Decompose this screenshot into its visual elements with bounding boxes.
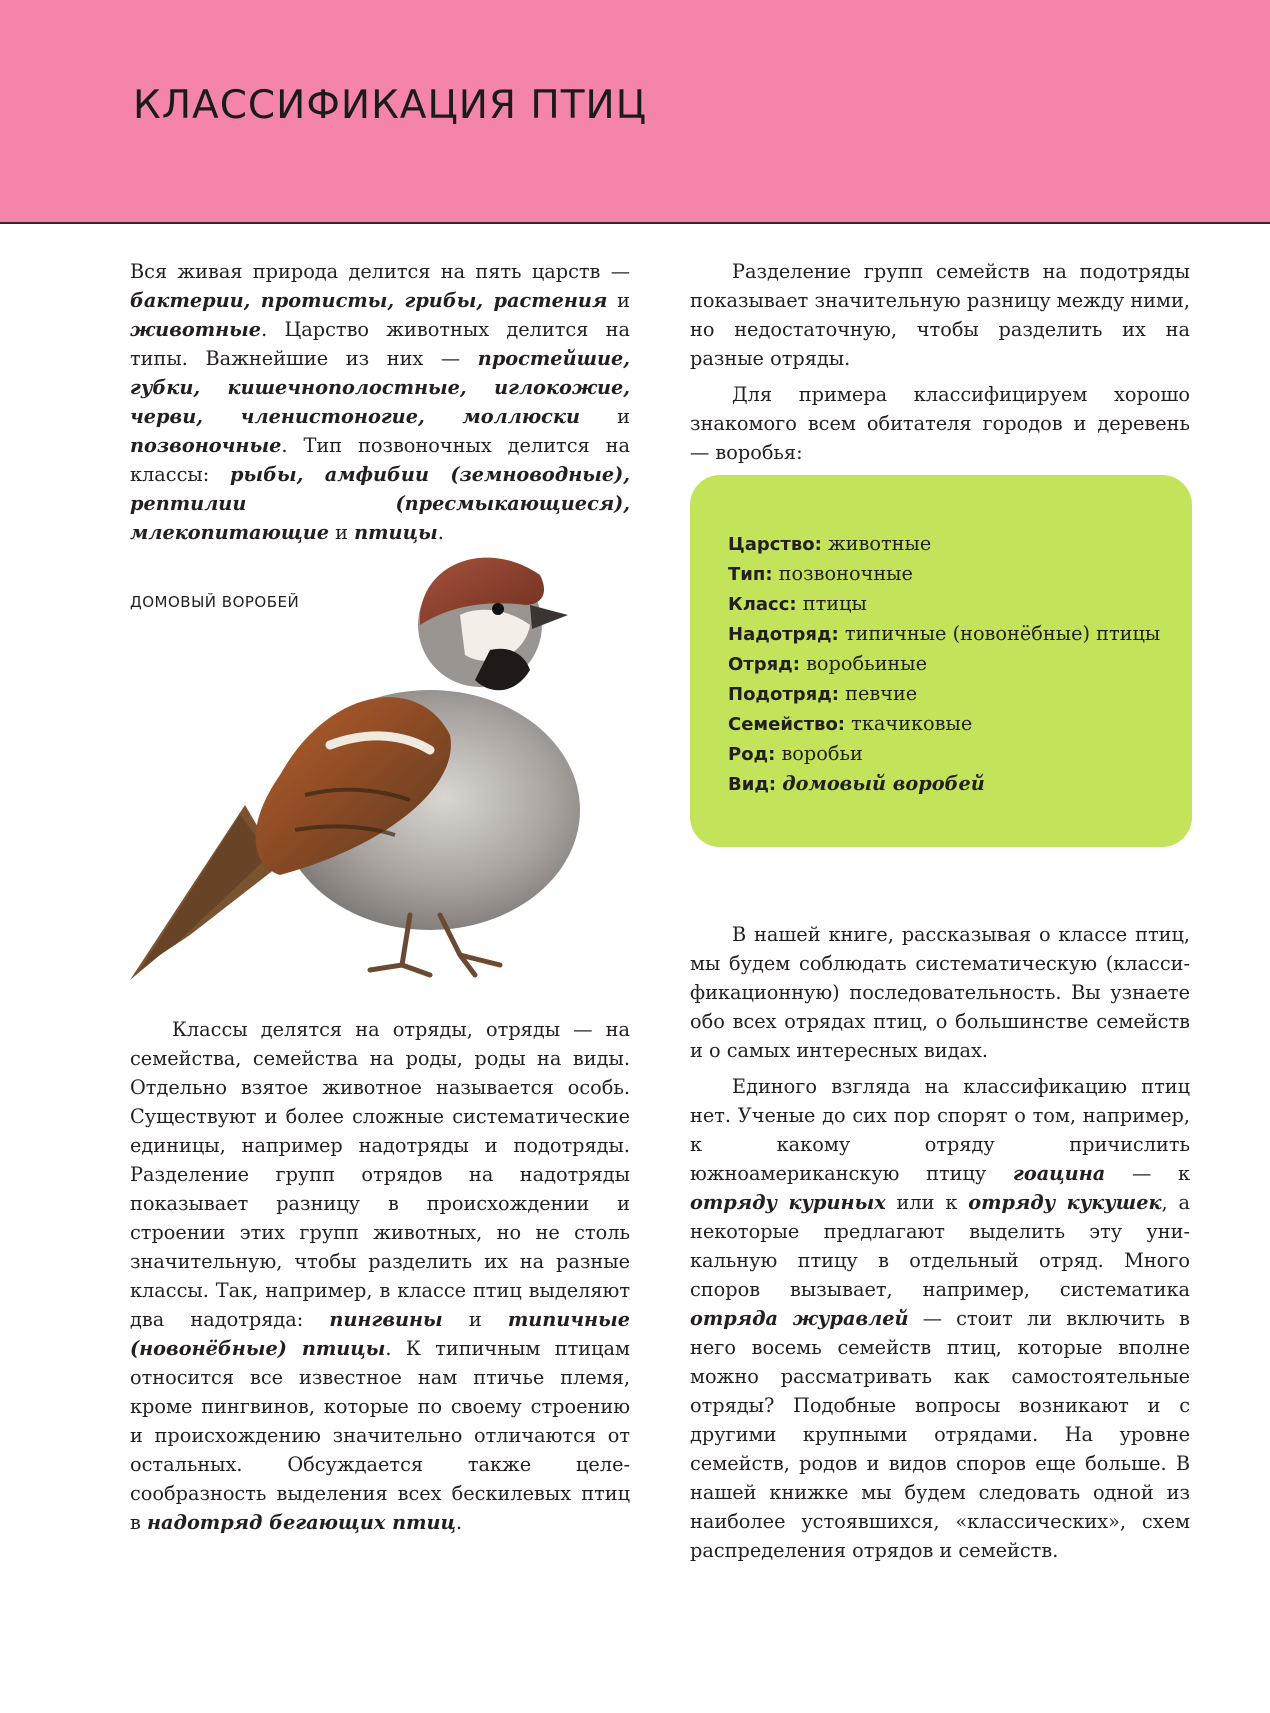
text-run: или к bbox=[885, 1191, 969, 1214]
text-run: роды bbox=[405, 1047, 457, 1070]
rank-value: воробьи bbox=[781, 742, 863, 765]
page-header bbox=[0, 0, 1270, 224]
rank-value: позвоночные bbox=[778, 562, 913, 585]
left-column-bottom bbox=[130, 1015, 630, 1544]
text-run: рыбы, амфибии (земноводные), рептилии (пресмыкающиеся), млекопитающие bbox=[130, 463, 630, 544]
example-paragraph: Для примера классифицируем хорошо знакомого всем обитателя городов и деревень — воробья: bbox=[690, 383, 1190, 464]
text-run: надотряд бегающих птиц bbox=[146, 1511, 457, 1534]
right-column-bottom bbox=[690, 920, 1190, 1572]
text-run: . Существуют и более сложные систематические единицы, например bbox=[130, 1076, 630, 1157]
rank-value: животные bbox=[827, 532, 932, 555]
classification-row bbox=[728, 649, 1160, 679]
rank-value: птицы bbox=[802, 592, 867, 615]
text-run: Классы делятся на bbox=[172, 1018, 393, 1041]
classification-row bbox=[728, 679, 1160, 709]
rank-value: ткачиковые bbox=[851, 712, 973, 735]
text-run: отряды bbox=[392, 1018, 467, 1041]
rank-value: воробьиные bbox=[806, 652, 928, 675]
beak bbox=[530, 605, 568, 629]
text-run: — стоит ли включить в него восемь семейств птиц, которые вполне можно рассматривать как самостоятельные отряды? Подобные вопросы возникают и с другими крупными отрядами. На уровне семейств, родов и видов споров еще больше. В нашей книжке мы будем следовать одной из наиболее устоявшихся, «классических», схем распределения отрядов и семейств. bbox=[690, 1307, 1190, 1562]
suborder-paragraph: Разделение групп семейств на подотряды показывает значительную разницу между ними, но недостаточную, чтобы разделить их на разные отряды. bbox=[690, 260, 1190, 370]
right-column-top bbox=[690, 257, 1190, 474]
text-run: . bbox=[456, 1511, 463, 1534]
classification-row bbox=[728, 739, 1160, 769]
text-run: птицы bbox=[354, 521, 438, 544]
classification-row bbox=[728, 559, 1160, 589]
text-run: . Важнейшие из них — bbox=[181, 347, 478, 370]
text-run: простейшие, губки, кишечнополостные, иглокожие, черви, членистоногие, моллюски bbox=[130, 347, 630, 428]
classification-box bbox=[690, 475, 1192, 847]
text-run: — bbox=[600, 260, 630, 283]
text-run: типичные (новонёбные) птицы bbox=[130, 1308, 630, 1360]
text-run: . Тип позвоночных делится на классы: bbox=[130, 434, 630, 486]
house-sparrow-illustration bbox=[130, 545, 610, 985]
text-run: позвоночные bbox=[130, 434, 282, 457]
text-run: отряду кукушек bbox=[968, 1191, 1162, 1214]
text-run: семейства bbox=[130, 1047, 236, 1070]
text-run: . Отдельно взятое животное называется bbox=[130, 1047, 630, 1099]
text-run: , семейства на bbox=[235, 1047, 406, 1070]
classification-list bbox=[728, 529, 1160, 799]
rank-label: Тип: bbox=[728, 564, 773, 585]
text-run: , отряды — на bbox=[466, 1018, 630, 1041]
text-run: типы bbox=[130, 347, 182, 370]
classification-row bbox=[728, 589, 1160, 619]
classification-row bbox=[728, 619, 1160, 649]
eye bbox=[492, 603, 504, 615]
text-run: . К типичным птицам относится все известное нам птичье племя, кроме пингвинов, которые по своему строению и происхождению значительно отличаются от остальных. Обсуждается также целесообразность выделения всех бескилевых птиц в bbox=[130, 1337, 630, 1534]
text-run: надотряды bbox=[358, 1134, 469, 1157]
rank-label: Царство: bbox=[728, 534, 822, 555]
text-run: животные bbox=[130, 318, 262, 341]
text-run: и bbox=[442, 1308, 508, 1331]
book-order-paragraph: В нашей книге, рассказывая о классе птиц, мы будем соблюдать систематическую (классификационную) последовательность. Вы узнаете обо всех отрядах птиц, о большинстве семейств и о самых интересных видах. bbox=[690, 923, 1190, 1062]
text-run: и bbox=[468, 1134, 514, 1157]
text-run: и bbox=[329, 521, 355, 544]
text-run: , а некоторые предлагают выделить эту уникальную птицу в отдельный отряд. Много споров вызывает, например, систематика bbox=[690, 1191, 1190, 1301]
text-run: отряда журавлей bbox=[690, 1307, 909, 1330]
classification-row bbox=[728, 529, 1160, 559]
text-run: царств bbox=[531, 260, 601, 283]
text-run: . Разделение групп отрядов на надотряды показывает разницу в происхождении и строении этих групп животных, но не столь значительную, чтобы разделить их на разные классы. Так, например, в классе птиц выделяют два надотряда: bbox=[130, 1134, 631, 1331]
rank-value: домовый воробей bbox=[782, 772, 985, 795]
text-run: и bbox=[607, 289, 631, 312]
rank-label: Подотряд: bbox=[728, 684, 839, 705]
rank-label: Надотряд: bbox=[728, 624, 839, 645]
rank-label: Род: bbox=[728, 744, 776, 765]
text-run: . Царство животных делится на bbox=[261, 318, 630, 341]
text-run: , роды на bbox=[456, 1047, 573, 1070]
rank-value: типичные (новонёбные) птицы bbox=[844, 622, 1161, 645]
debate-paragraph bbox=[690, 1072, 1190, 1565]
text-run: . bbox=[437, 521, 444, 544]
rank-label: Класс: bbox=[728, 594, 797, 615]
text-run: особь bbox=[567, 1076, 624, 1099]
text-run: Единого взгляда на классификацию птиц нет. Ученые до сих пор спорят о том, например, к какому отряду причислить южноамериканскую птицу bbox=[690, 1075, 1190, 1185]
text-run: виды bbox=[572, 1047, 624, 1070]
text-run: отряду куриных bbox=[690, 1191, 886, 1214]
rank-label: Вид: bbox=[728, 774, 777, 795]
classification-row bbox=[728, 769, 1160, 799]
intro-paragraph bbox=[130, 257, 630, 547]
rank-label: Семейство: bbox=[728, 714, 846, 735]
text-run: и bbox=[579, 405, 630, 428]
bird-caption: ДОМОВЫЙ ВОРОБЕЙ bbox=[130, 593, 300, 611]
text-run: бактерии, протисты, грибы, растения bbox=[130, 289, 608, 312]
text-run: Вся живая природа делится на пять bbox=[130, 260, 532, 283]
rank-value: певчие bbox=[845, 682, 918, 705]
rank-label: Отряд: bbox=[728, 654, 800, 675]
left-column-top bbox=[130, 257, 630, 554]
text-run: подотряды bbox=[513, 1134, 624, 1157]
taxonomy-paragraph bbox=[130, 1015, 630, 1537]
classification-row bbox=[728, 709, 1160, 739]
text-run: пингвины bbox=[329, 1308, 443, 1331]
text-run: — к bbox=[1105, 1162, 1190, 1185]
text-run: гоацина bbox=[1012, 1162, 1106, 1185]
page-title: КЛАССИФИКАЦИЯ ПТИЦ bbox=[133, 83, 647, 128]
